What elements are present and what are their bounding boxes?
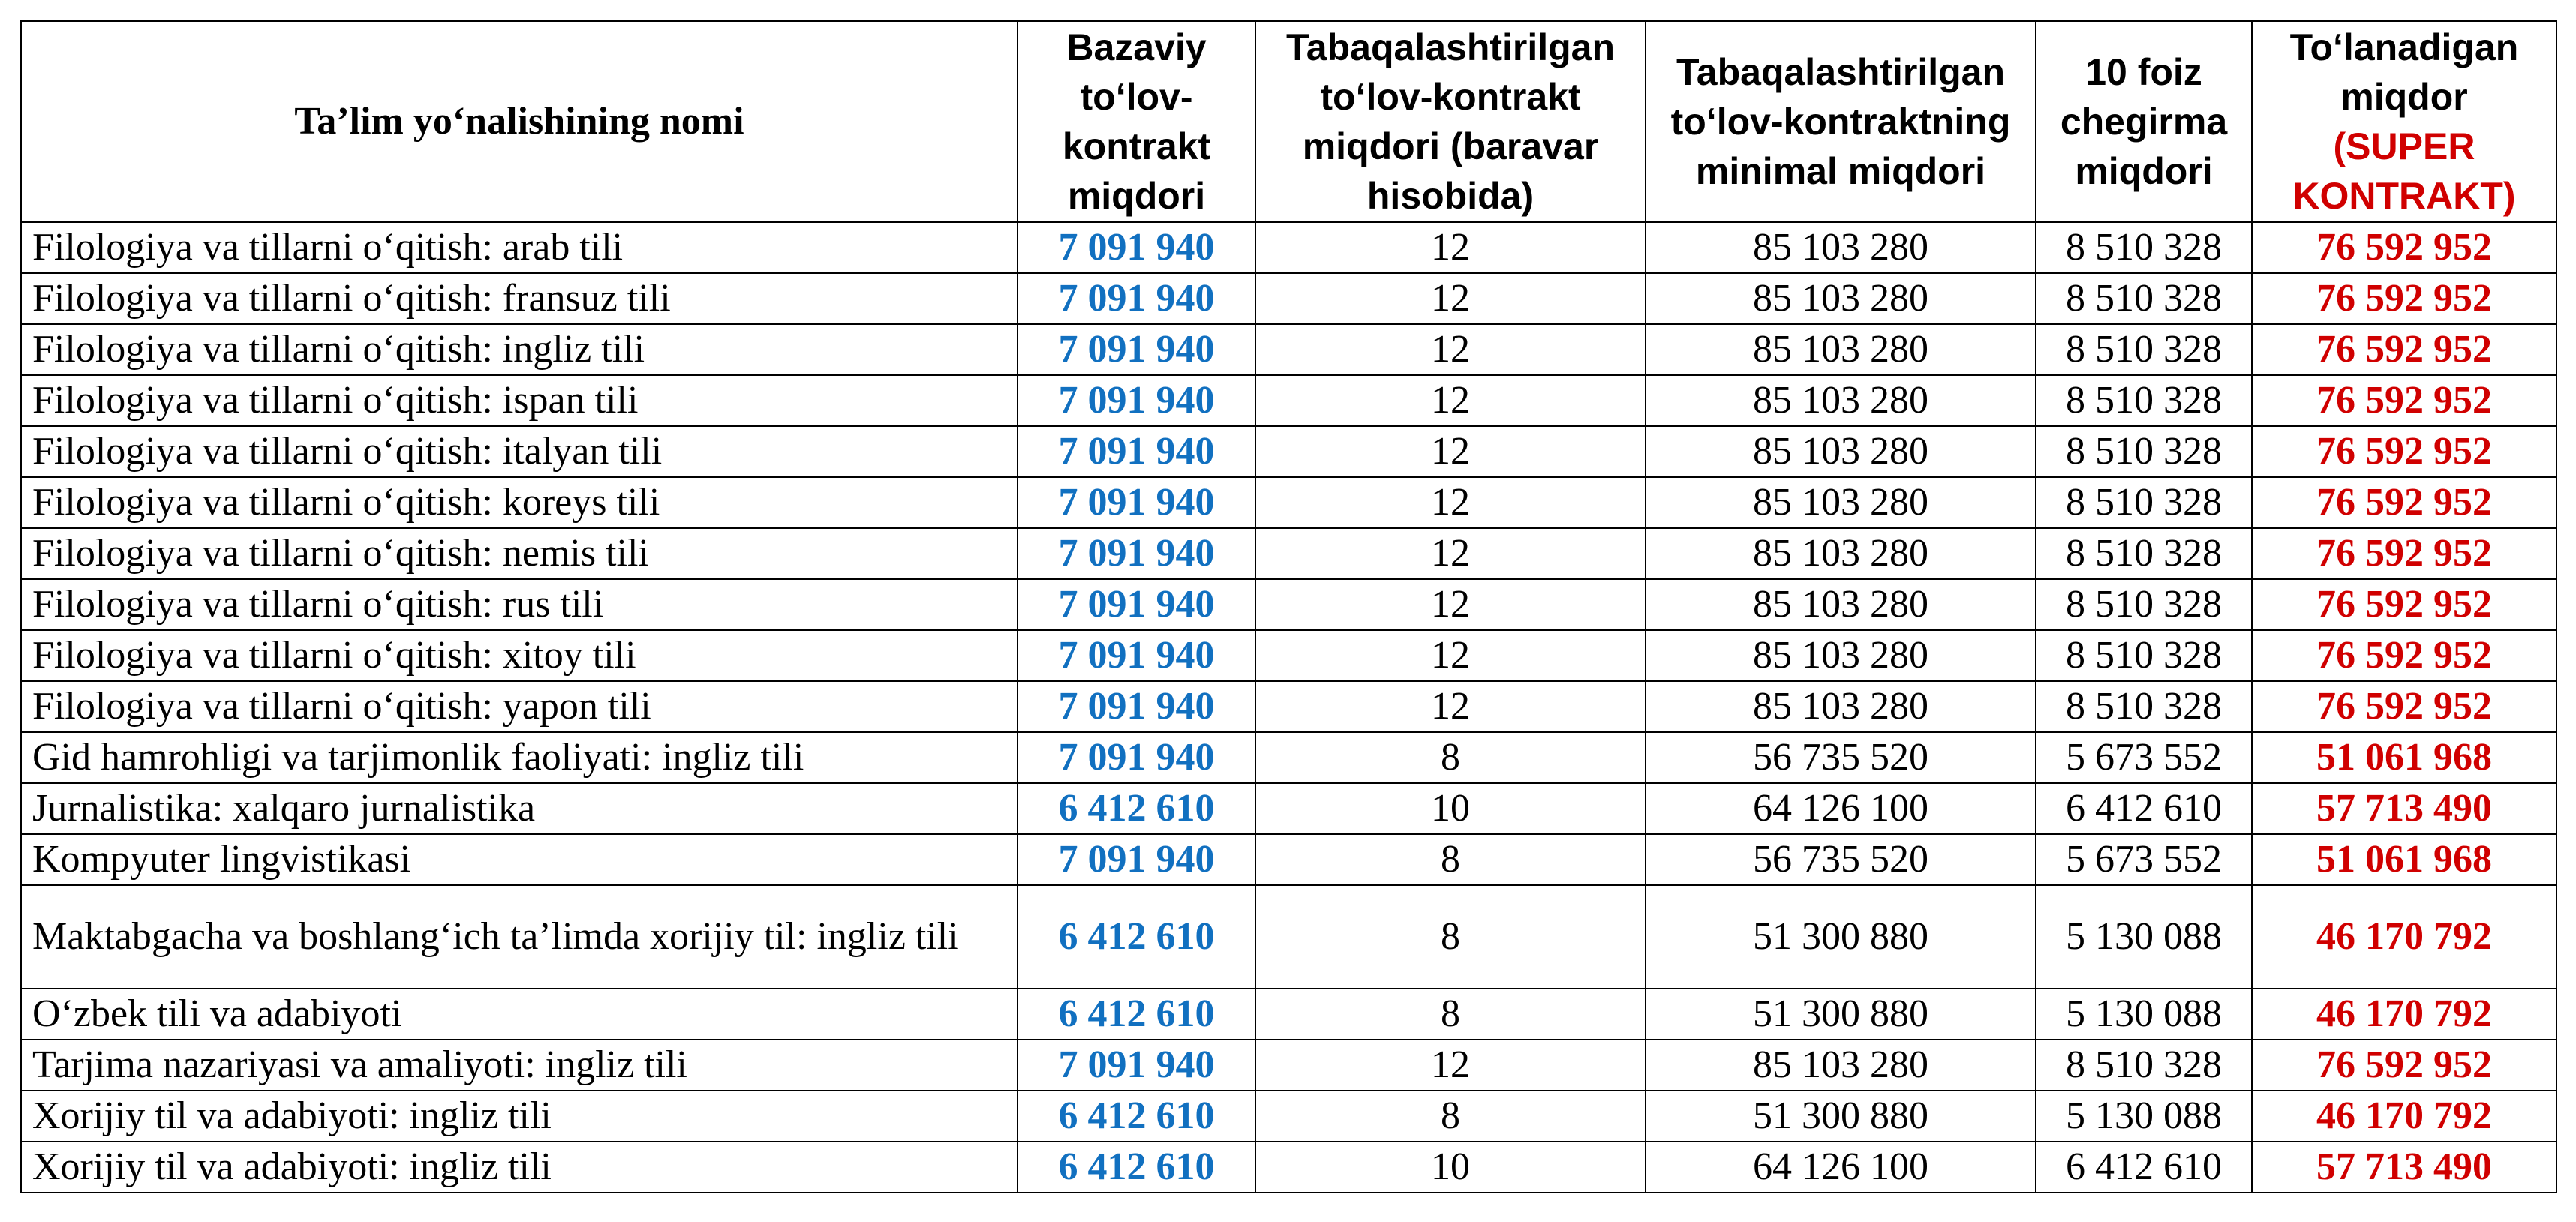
program-name-cell: Filologiya va tillarni o‘qitish: fransuz tili [21, 273, 1017, 324]
header-payable-note: (SUPER KONTRAKT) [2292, 125, 2516, 217]
multiplier-cell: 10 [1255, 1142, 1646, 1193]
table-row [21, 989, 2556, 1040]
program-name-cell: Tarjima nazariyasi va amaliyoti: ingliz tili [21, 1040, 1017, 1091]
payable-cell: 51 061 968 [2252, 732, 2556, 783]
base-contract-cell: 6 412 610 [1017, 1142, 1255, 1193]
discount-cell: 8 510 328 [2036, 528, 2252, 579]
multiplier-cell: 12 [1255, 579, 1646, 630]
multiplier-cell: 12 [1255, 477, 1646, 528]
minimal-contract-cell: 64 126 100 [1646, 1142, 2036, 1193]
header-payable [2252, 21, 2556, 222]
multiplier-cell: 12 [1255, 1040, 1646, 1091]
multiplier-cell: 8 [1255, 1091, 1646, 1142]
header-minimal-contract: Tabaqalashtirilgan to‘lov-kontraktning minimal miqdori [1646, 21, 2036, 222]
multiplier-cell: 12 [1255, 375, 1646, 426]
header-base-contract: Bazaviy to‘lov-kontrakt miqdori [1017, 21, 1255, 222]
table-row [21, 885, 2556, 989]
program-name-cell: Kompyuter lingvistikasi [21, 834, 1017, 885]
table-row [21, 324, 2556, 375]
minimal-contract-cell: 85 103 280 [1646, 273, 2036, 324]
discount-cell: 8 510 328 [2036, 426, 2252, 477]
table-row [21, 273, 2556, 324]
discount-cell: 6 412 610 [2036, 1142, 2252, 1193]
discount-cell: 5 673 552 [2036, 834, 2252, 885]
minimal-contract-cell: 85 103 280 [1646, 375, 2036, 426]
base-contract-cell: 7 091 940 [1017, 528, 1255, 579]
table-row [21, 681, 2556, 732]
minimal-contract-cell: 51 300 880 [1646, 1091, 2036, 1142]
discount-cell: 8 510 328 [2036, 1040, 2252, 1091]
minimal-contract-cell: 85 103 280 [1646, 426, 2036, 477]
base-contract-cell: 7 091 940 [1017, 834, 1255, 885]
program-name-cell: O‘zbek tili va adabiyoti [21, 989, 1017, 1040]
minimal-contract-cell: 85 103 280 [1646, 1040, 2036, 1091]
discount-cell: 8 510 328 [2036, 324, 2252, 375]
payable-cell: 76 592 952 [2252, 222, 2556, 273]
table-row [21, 222, 2556, 273]
minimal-contract-cell: 51 300 880 [1646, 885, 2036, 989]
payable-cell: 46 170 792 [2252, 885, 2556, 989]
header-row [21, 21, 2556, 222]
discount-cell: 8 510 328 [2036, 477, 2252, 528]
multiplier-cell: 8 [1255, 732, 1646, 783]
base-contract-cell: 7 091 940 [1017, 630, 1255, 681]
multiplier-cell: 12 [1255, 273, 1646, 324]
table-body [21, 222, 2556, 1193]
payable-cell: 46 170 792 [2252, 989, 2556, 1040]
program-name-cell: Filologiya va tillarni o‘qitish: ispan tili [21, 375, 1017, 426]
minimal-contract-cell: 51 300 880 [1646, 989, 2036, 1040]
payable-cell: 57 713 490 [2252, 783, 2556, 834]
minimal-contract-cell: 64 126 100 [1646, 783, 2036, 834]
table-row [21, 1091, 2556, 1142]
table-row [21, 1040, 2556, 1091]
minimal-contract-cell: 85 103 280 [1646, 681, 2036, 732]
payable-cell: 76 592 952 [2252, 324, 2556, 375]
program-name-cell: Filologiya va tillarni o‘qitish: arab tili [21, 222, 1017, 273]
discount-cell: 8 510 328 [2036, 273, 2252, 324]
base-contract-cell: 7 091 940 [1017, 222, 1255, 273]
minimal-contract-cell: 56 735 520 [1646, 834, 2036, 885]
minimal-contract-cell: 56 735 520 [1646, 732, 2036, 783]
payable-cell: 46 170 792 [2252, 1091, 2556, 1142]
discount-cell: 8 510 328 [2036, 222, 2252, 273]
multiplier-cell: 12 [1255, 681, 1646, 732]
base-contract-cell: 7 091 940 [1017, 732, 1255, 783]
multiplier-cell: 8 [1255, 834, 1646, 885]
multiplier-cell: 12 [1255, 222, 1646, 273]
table-row [21, 1142, 2556, 1193]
multiplier-cell: 8 [1255, 885, 1646, 989]
minimal-contract-cell: 85 103 280 [1646, 222, 2036, 273]
base-contract-cell: 7 091 940 [1017, 375, 1255, 426]
header-program-name: Ta’lim yo‘nalishining nomi [21, 21, 1017, 222]
program-name-cell: Filologiya va tillarni o‘qitish: nemis tili [21, 528, 1017, 579]
minimal-contract-cell: 85 103 280 [1646, 630, 2036, 681]
program-name-cell: Xorijiy til va adabiyoti: ingliz tili [21, 1091, 1017, 1142]
program-name-cell: Maktabgacha va boshlang‘ich ta’limda xorijiy til: ingliz tili [21, 885, 1017, 989]
payable-cell: 57 713 490 [2252, 1142, 2556, 1193]
program-name-cell: Filologiya va tillarni o‘qitish: xitoy tili [21, 630, 1017, 681]
table-row [21, 834, 2556, 885]
multiplier-cell: 12 [1255, 630, 1646, 681]
multiplier-cell: 12 [1255, 426, 1646, 477]
payable-cell: 51 061 968 [2252, 834, 2556, 885]
discount-cell: 8 510 328 [2036, 579, 2252, 630]
payable-cell: 76 592 952 [2252, 579, 2556, 630]
payable-cell: 76 592 952 [2252, 681, 2556, 732]
base-contract-cell: 7 091 940 [1017, 426, 1255, 477]
base-contract-cell: 7 091 940 [1017, 273, 1255, 324]
base-contract-cell: 7 091 940 [1017, 1040, 1255, 1091]
table-row [21, 630, 2556, 681]
table-row [21, 528, 2556, 579]
base-contract-cell: 6 412 610 [1017, 989, 1255, 1040]
tuition-fee-table [20, 20, 2557, 1193]
discount-cell: 5 130 088 [2036, 1091, 2252, 1142]
minimal-contract-cell: 85 103 280 [1646, 579, 2036, 630]
header-payable-label: To‘lanadigan miqdor [2289, 26, 2519, 118]
discount-cell: 5 130 088 [2036, 989, 2252, 1040]
base-contract-cell: 6 412 610 [1017, 885, 1255, 989]
table-row [21, 375, 2556, 426]
minimal-contract-cell: 85 103 280 [1646, 477, 2036, 528]
program-name-cell: Filologiya va tillarni o‘qitish: rus tili [21, 579, 1017, 630]
minimal-contract-cell: 85 103 280 [1646, 528, 2036, 579]
program-name-cell: Xorijiy til va adabiyoti: ingliz tili [21, 1142, 1017, 1193]
table-row [21, 732, 2556, 783]
payable-cell: 76 592 952 [2252, 273, 2556, 324]
minimal-contract-cell: 85 103 280 [1646, 324, 2036, 375]
discount-cell: 8 510 328 [2036, 630, 2252, 681]
base-contract-cell: 7 091 940 [1017, 681, 1255, 732]
table-header [21, 21, 2556, 222]
header-multiplier: Tabaqalashtirilgan to‘lov-kontrakt miqdori (baravar hisobida) [1255, 21, 1646, 222]
discount-cell: 8 510 328 [2036, 681, 2252, 732]
program-name-cell: Gid hamrohligi va tarjimonlik faoliyati: ingliz tili [21, 732, 1017, 783]
multiplier-cell: 12 [1255, 528, 1646, 579]
payable-cell: 76 592 952 [2252, 528, 2556, 579]
program-name-cell: Filologiya va tillarni o‘qitish: italyan tili [21, 426, 1017, 477]
base-contract-cell: 7 091 940 [1017, 579, 1255, 630]
multiplier-cell: 10 [1255, 783, 1646, 834]
base-contract-cell: 6 412 610 [1017, 1091, 1255, 1142]
table-row [21, 783, 2556, 834]
multiplier-cell: 8 [1255, 989, 1646, 1040]
program-name-cell: Filologiya va tillarni o‘qitish: yapon tili [21, 681, 1017, 732]
discount-cell: 5 130 088 [2036, 885, 2252, 989]
payable-cell: 76 592 952 [2252, 477, 2556, 528]
discount-cell: 5 673 552 [2036, 732, 2252, 783]
base-contract-cell: 7 091 940 [1017, 324, 1255, 375]
header-discount: 10 foiz chegirma miqdori [2036, 21, 2252, 222]
discount-cell: 6 412 610 [2036, 783, 2252, 834]
base-contract-cell: 7 091 940 [1017, 477, 1255, 528]
base-contract-cell: 6 412 610 [1017, 783, 1255, 834]
table-row [21, 477, 2556, 528]
payable-cell: 76 592 952 [2252, 375, 2556, 426]
program-name-cell: Filologiya va tillarni o‘qitish: koreys tili [21, 477, 1017, 528]
multiplier-cell: 12 [1255, 324, 1646, 375]
payable-cell: 76 592 952 [2252, 630, 2556, 681]
table-row [21, 579, 2556, 630]
program-name-cell: Jurnalistika: xalqaro jurnalistika [21, 783, 1017, 834]
program-name-cell: Filologiya va tillarni o‘qitish: ingliz tili [21, 324, 1017, 375]
payable-cell: 76 592 952 [2252, 1040, 2556, 1091]
payable-cell: 76 592 952 [2252, 426, 2556, 477]
discount-cell: 8 510 328 [2036, 375, 2252, 426]
table-row [21, 426, 2556, 477]
